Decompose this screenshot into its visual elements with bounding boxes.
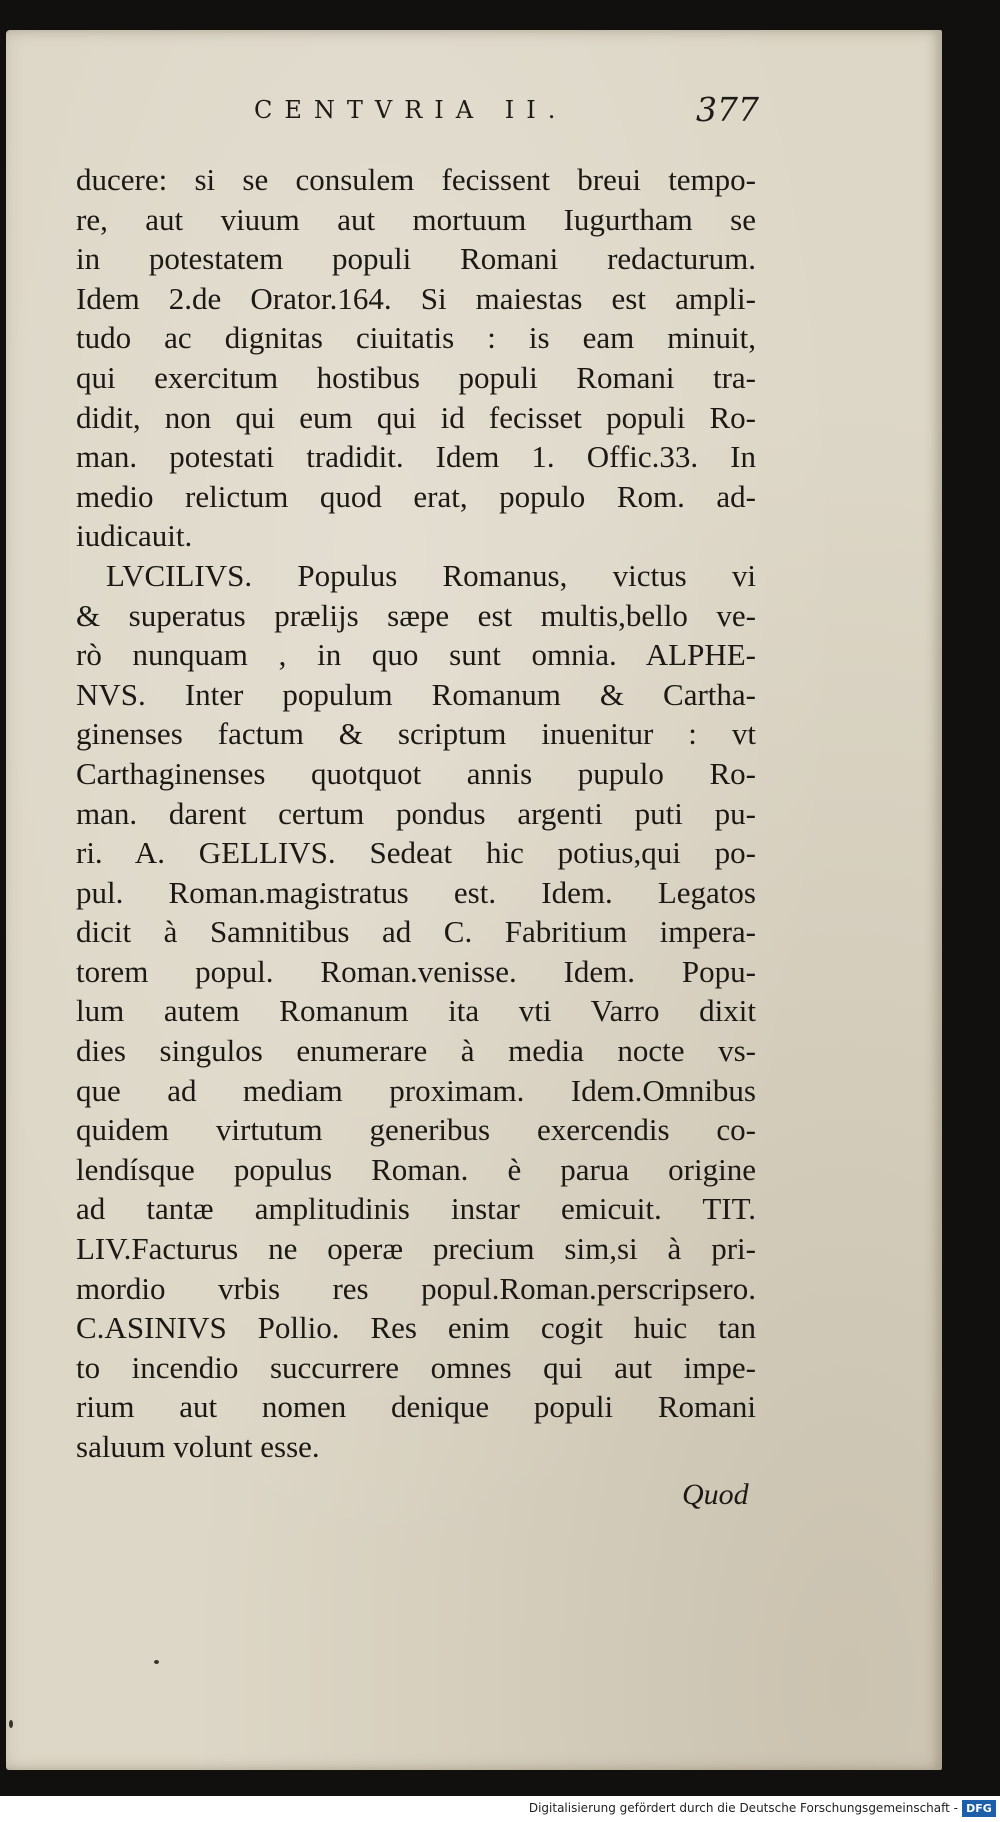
text-line: saluum volunt esse. — [76, 1429, 320, 1464]
text-line: ad tantæ amplitudinis instar emicuit. TIT. — [76, 1191, 756, 1227]
text-line: rium aut nomen denique populi Romani — [76, 1389, 756, 1425]
text-line: torem popul. Roman.venisse. Idem. Popu- — [76, 953, 756, 989]
page-number: 377 — [696, 90, 759, 129]
text-line: man. potestati tradidit. Idem 1. Offic.33. In — [76, 439, 756, 475]
text-line: to incendio succurrere omnes qui aut impe- — [76, 1349, 756, 1385]
text-line: Carthaginenses quotquot annis pupulo Ro- — [76, 755, 756, 791]
text-line: NVS. Inter populum Romanum & Cartha- — [76, 676, 756, 712]
book-page — [6, 30, 942, 1770]
text-line: rò nunquam , in quo sunt omnia. ALPHE- — [76, 637, 756, 673]
text-line: re, aut viuum aut mortuum Iugurtham se — [76, 201, 756, 237]
body-text — [76, 160, 756, 1467]
text-line: lendísque populus Roman. è parua origine — [76, 1151, 756, 1187]
catchword: Quod — [682, 1478, 749, 1511]
text-line: LIV.Facturus ne operæ precium sim,si à pri- — [76, 1231, 756, 1267]
text-line: dies singulos enumerare à media nocte vs- — [76, 1033, 756, 1069]
text-line: ri. A. GELLIVS. Sedeat hic potius,qui po- — [76, 835, 756, 871]
text-line: tudo ac dignitas ciuitatis : is eam minuit, — [76, 320, 756, 356]
paper-speck — [154, 1660, 159, 1664]
page-header — [6, 90, 942, 136]
text-line: medio relictum quod erat, populo Rom. ad- — [76, 478, 756, 514]
text-line: man. darent certum pondus argenti puti pu- — [76, 795, 756, 831]
dfg-logo: DFG — [962, 1800, 996, 1817]
text-line: ducere: si se consulem fecissent breui tempo- — [76, 162, 756, 197]
paper-speck — [9, 1720, 13, 1728]
text-line: quidem virtutum generibus exercendis co- — [76, 1112, 756, 1148]
digitization-footer — [0, 1796, 1000, 1822]
text-line: iudicauit. — [76, 518, 193, 554]
text-line: dicit à Samnitibus ad C. Fabritium impera- — [76, 914, 756, 950]
text-line: in potestatem populi Romani redacturum. — [76, 241, 756, 277]
text-line: que ad mediam proximam. Idem.Omnibus — [76, 1072, 756, 1108]
text-line: LVCILIVS. Populus Romanus, victus vi — [106, 557, 756, 593]
text-line: lum autem Romanum ita vti Varro dixit — [76, 993, 756, 1029]
text-line: mordio vrbis res popul.Roman.perscripsero. — [76, 1270, 756, 1306]
text-line: C.ASINIVS Pollio. Res enim cogit huic tan — [76, 1310, 756, 1346]
running-head: CENTVRIA II. — [254, 96, 568, 124]
text-line: pul. Roman.magistratus est. Idem. Legatos — [76, 874, 756, 910]
funding-credit: Digitalisierung gefördert durch die Deutsche Forschungsgemeinschaft - — [528, 1801, 958, 1815]
text-line: didit, non qui eum qui id fecisset populi Ro- — [76, 399, 756, 435]
text-line: Idem 2.de Orator.164. Si maiestas est ampli- — [76, 280, 756, 316]
text-line: & superatus prælijs sæpe est multis,bello ve- — [76, 597, 756, 633]
text-line: qui exercitum hostibus populi Romani tra- — [76, 359, 756, 395]
text-line: ginenses factum & scriptum inuenitur : vt — [76, 716, 756, 752]
